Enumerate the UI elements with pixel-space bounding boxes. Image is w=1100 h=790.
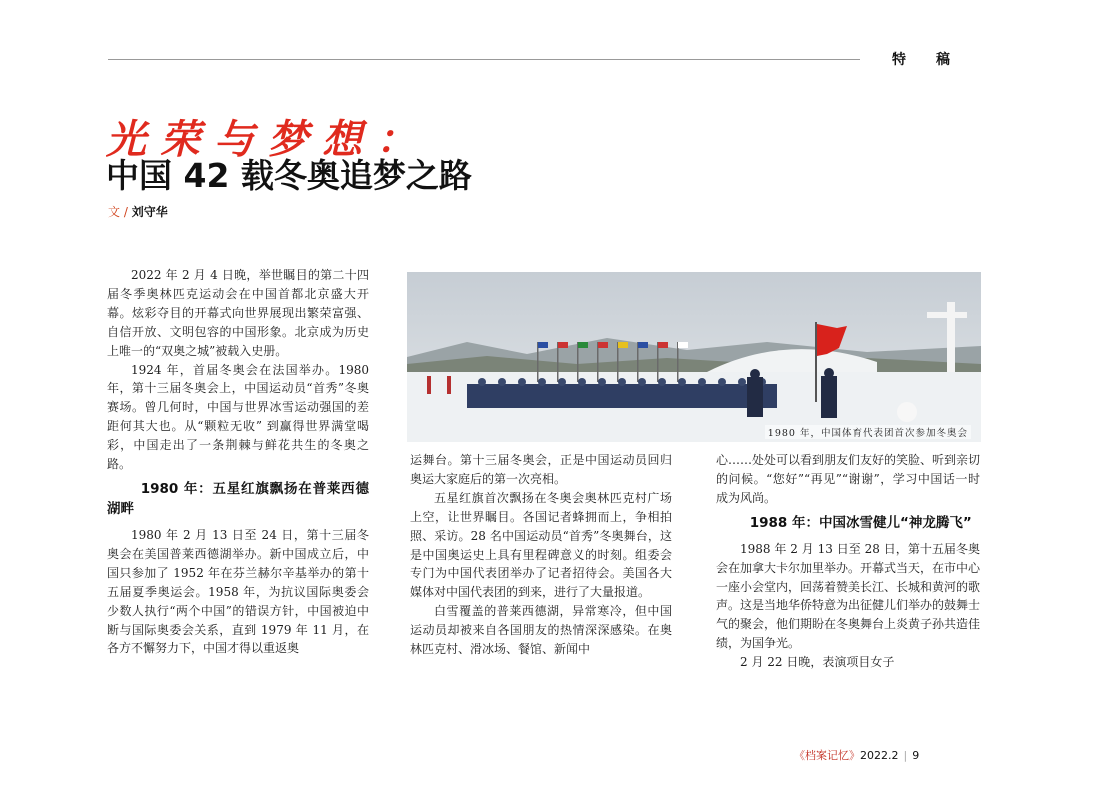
article-title-main: 光荣与梦想： (106, 116, 430, 163)
paragraph: 白雪覆盖的普莱西德湖，异常寒冷，但中国运动员却被来自各国朋友的热情深深感染。在奥林匹克村、滑冰场、餐馆、新闻中 (410, 604, 672, 657)
photo-illustration (407, 272, 981, 442)
footer-divider: | (903, 749, 908, 762)
text-column-2 (410, 451, 672, 659)
byline (108, 203, 168, 220)
section-label: 特稿 (892, 52, 980, 68)
subheading-1980: 1980 年：五星红旗飘扬在普莱西德湖畔 (107, 480, 369, 517)
magazine-name: 《档案记忆》 (794, 749, 860, 762)
paragraph: 运舞台。第十三届冬奥会，正是中国运动员回归奥运大家庭后的第一次亮相。 (410, 453, 672, 486)
photo-caption: 1980 年，中国体育代表团首次参加冬奥会 (765, 425, 971, 439)
paragraph: 2022 年 2 月 4 日晚，举世瞩目的第二十四届冬季奥林匹克运动会在中国首都北京盛大开幕。炫彩夺目的开幕式向世界展现出繁荣富强、自信开放、文明包容的中国形象。北京成为历史上唯一的“双奥之城”被载入史册。 (107, 268, 369, 358)
paragraph: 1988 年 2 月 13 日至 28 日，第十五届冬奥会在加拿大卡尔加里举办。开幕式当天，在市中心一座小会堂内，回荡着赞美长江、长城和黄河的歌声。这是当地华侨特意为出征健儿们举办的鼓舞士气的聚会，他们期盼在冬奥舞台上炎黄子孙共造佳绩，为国争光。 (716, 541, 981, 651)
byline-author: 刘守华 (131, 205, 168, 219)
byline-prefix: 文 / (108, 205, 132, 219)
page-footer (794, 747, 919, 763)
header-rule (108, 59, 860, 60)
issue-number: 2022.2 (860, 749, 899, 762)
text-column-1 (107, 266, 369, 658)
page-number: 9 (912, 749, 920, 762)
paragraph: 心……处处可以看到朋友们友好的笑脸、听到亲切的问候。“您好”“再见”“谢谢”，学习中国话一时成为风尚。 (716, 453, 981, 505)
paragraph: 2 月 22 日晚，表演项目女子 (740, 655, 895, 670)
article-photo (407, 272, 981, 442)
paragraph: 1924 年，首届冬奥会在法国举办。1980 年，第十三届冬奥会上，中国运动员“首秀”冬奥赛场。曾几何时，中国与世界冰雪运动强国的差距何其大也。从“颗粒无收” 到赢得世界满堂喝彩，中国走出了一条荆棘与鲜花共生的冬奥之路。 (107, 362, 369, 472)
article-title-sub: 中国 42 载冬奥追梦之路 (106, 156, 472, 195)
paragraph: 五星红旗首次飘扬在冬奥会奥林匹克村广场上空，让世界瞩目。各国记者蜂拥而上，争相拍照、采访。28 名中国运动员“首秀”冬奥舞台，这是中国奥运史上具有里程碑意义的时刻。组委会专门为中国代表团举办了记者招待会。美国各大媒体对中国代表团的到来，进行了大量报道。 (410, 490, 672, 600)
paragraph: 1980 年 2 月 13 日至 24 日，第十三届冬奥会在美国普莱西德湖举办。新中国成立后，中国只参加了 1952 年在芬兰赫尔辛基举办的第十五届夏季奥运会。1958 年，为抗议国际奥委会少数人执行“两个中国”的错误方针，中国被迫中断与国际奥委会关系，直到 1979 年 11 月，在各方不懈努力下，中国才得以重返奥 (107, 527, 369, 656)
subheading-1988: 1988 年：中国冰雪健儿“神龙腾飞” (749, 514, 972, 531)
text-column-3 (716, 451, 980, 672)
